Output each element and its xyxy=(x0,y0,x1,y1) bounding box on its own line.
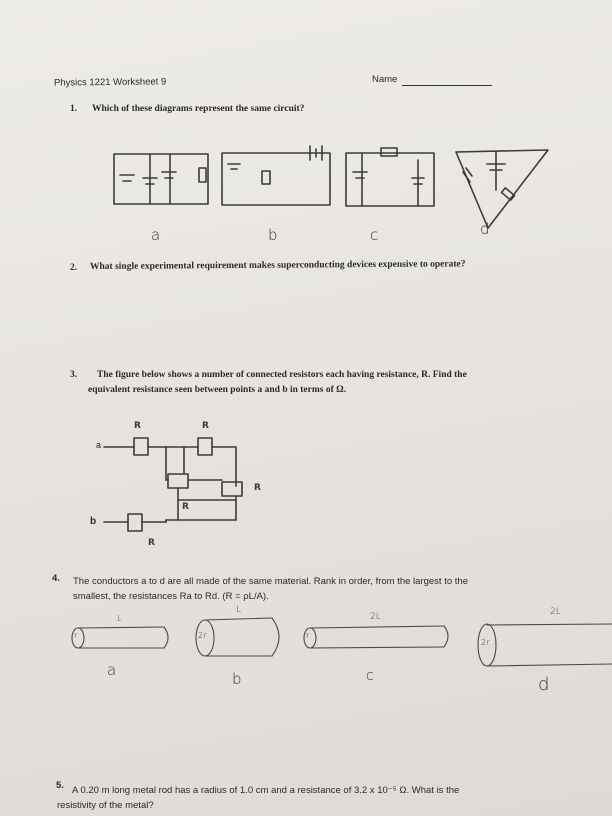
conductor-b-length: L xyxy=(236,605,242,615)
question-2-number: 2. xyxy=(70,263,78,273)
conductor-c-length: 2L xyxy=(370,612,381,622)
question-4-line-2: smallest, the resistances Ra to Rd. (R = ρL/A). xyxy=(73,591,269,602)
resistor-label-1: R xyxy=(134,421,141,431)
point-b-label: b xyxy=(90,516,97,527)
conductor-a-end-label: r xyxy=(74,631,78,640)
question-5-line-1: A 0.20 m long metal rod has a radius of 1.0 cm and a resistance of 3.2 x 10⁻⁵ Ω. What is the xyxy=(72,785,460,796)
question-3-line-2: equivalent resistance seen between points a and b in terms of Ω. xyxy=(88,385,347,395)
circuit-label-b: b xyxy=(268,226,278,244)
worksheet-title: Physics 1221 Worksheet 9 xyxy=(53,76,167,89)
resistor-label-4: R xyxy=(182,502,189,512)
conductor-d xyxy=(478,624,612,666)
conductor-a xyxy=(72,627,168,648)
conductor-a-length: L xyxy=(117,614,122,623)
question-1-text: Which of these diagrams represent the same circuit? xyxy=(92,104,305,114)
circuit-label-d: d xyxy=(480,220,490,238)
resistor-label-2: R xyxy=(202,421,209,431)
conductor-label-c: c xyxy=(366,668,374,684)
resistor-label-3: R xyxy=(254,483,261,493)
conductor-b xyxy=(196,618,279,656)
conductor-b-end-label: 2r xyxy=(198,631,207,640)
conductor-c-end-label: r xyxy=(306,631,310,640)
resistor-label-5: R xyxy=(148,538,155,548)
question-4-number: 4. xyxy=(52,573,60,584)
circuit-label-a: a xyxy=(151,226,161,244)
circuit-label-c: c xyxy=(370,226,379,244)
question-2-text: What single experimental requirement makes superconducting devices expensive to operate? xyxy=(89,259,466,272)
conductor-label-b: b xyxy=(232,670,242,688)
conductor-d-end-label: 2r xyxy=(481,638,490,647)
question-5-number: 5. xyxy=(56,780,64,791)
conductor-label-a: a xyxy=(107,661,117,679)
name-label: Name xyxy=(372,74,398,85)
point-a-label: a xyxy=(96,440,102,450)
question-3-line-1: The figure below shows a number of connected resistors each having resistance, R. Find the xyxy=(97,370,467,380)
conductor-label-d: d xyxy=(538,674,550,695)
question-5-line-2: resistivity of the metal? xyxy=(57,800,154,811)
question-3-number: 3. xyxy=(70,370,78,380)
question-1-number: 1. xyxy=(70,104,78,114)
conductor-d-length: 2L xyxy=(550,607,561,617)
conductor-c xyxy=(304,626,448,648)
question-4-line-1: The conductors a to d are all made of the same material. Rank in order, from the largest to the xyxy=(73,576,468,587)
